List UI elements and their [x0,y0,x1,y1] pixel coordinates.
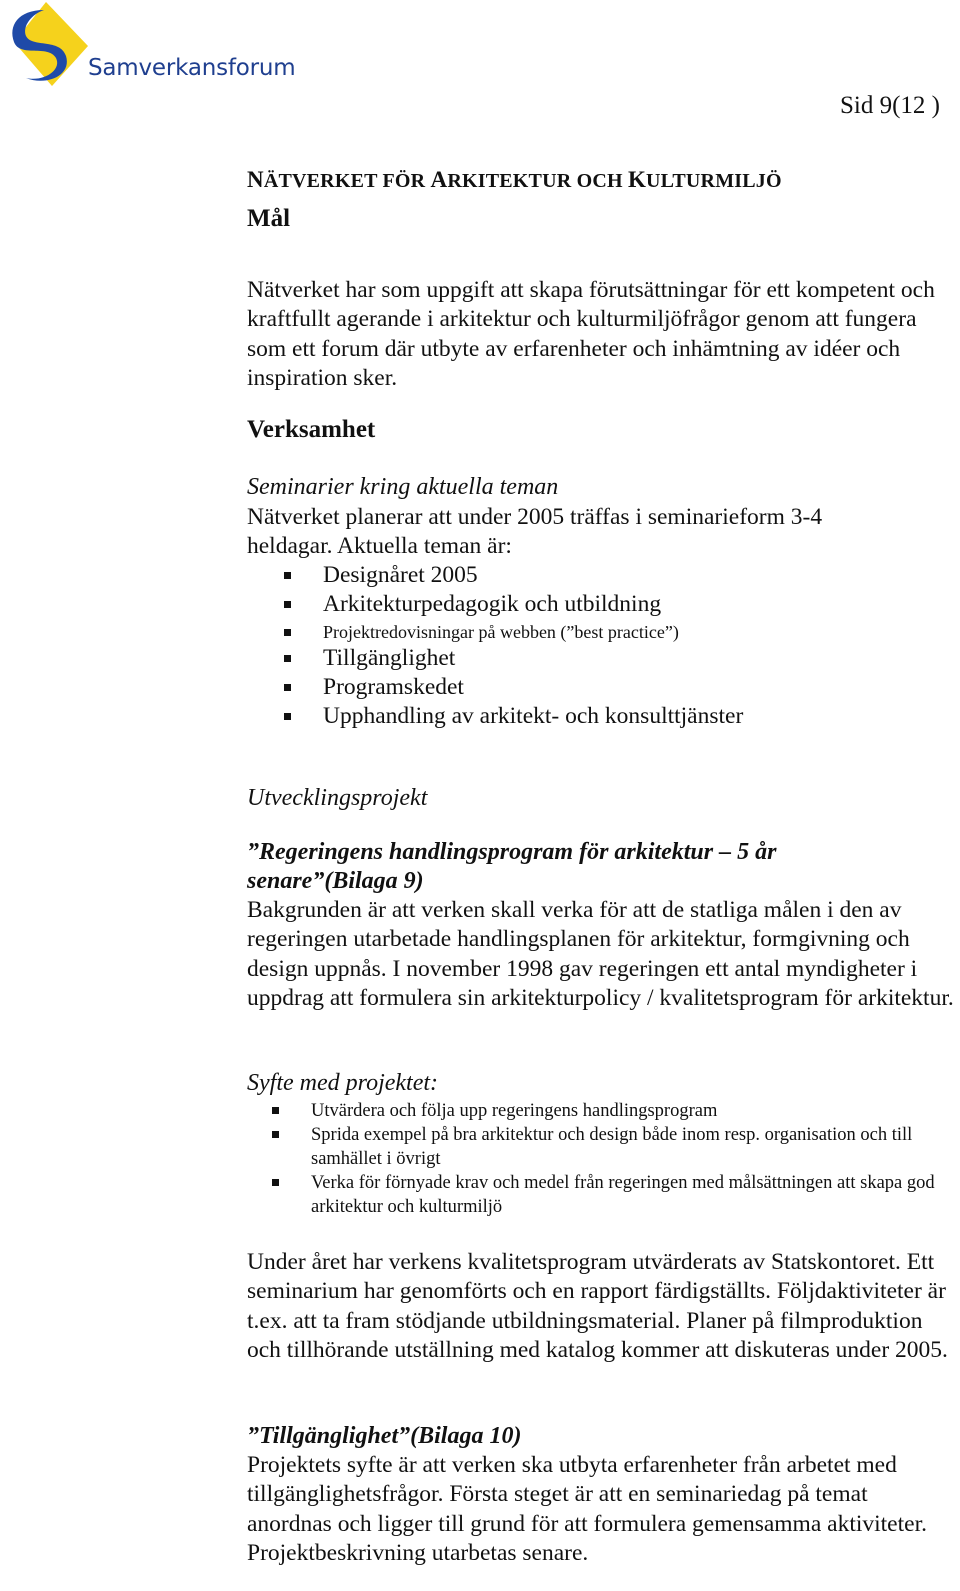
title-part-3: ULTURMILJÖ [646,170,782,192]
list-item [247,590,743,619]
purpose-list [247,1099,951,1219]
list-item-text: Arkitekturpedagogik och utbildning [323,591,662,618]
activity-subheading: Seminarier kring aktuella teman [247,474,559,500]
project1-summary: Under året har verkens kvalitetsprogram utvärderats av Statskontoret. Ett seminarium har genomförts och en rapport färdigställts. Följdaktiviteter är t.ex. att ta fram stödjande utbildningsmaterial. Planer på filmproduktion och tillhörande utställning med katalog kommer att diskuteras under 2005. [247,1249,948,1363]
project1-title-line-2: senare”(Bilaga 9) [247,868,424,894]
list-item [247,1123,951,1171]
list-item-text: Tillgänglighet [323,644,456,671]
activity-heading: Verksamhet [247,416,376,443]
list-item-text: Sprida exempel på bra arkitektur och design både inom resp. organisation och till samhället i övrigt [311,1125,913,1169]
development-heading: Utvecklingsprojekt [247,785,428,811]
list-item-text: Projektredovisningar på webben (”best practice”) [323,621,679,642]
project1-title-line-1: ”Regeringens handlingsprogram för arkitektur – 5 år [247,839,777,865]
purpose-heading: Syfte med projektet: [247,1070,439,1096]
bullet-icon [284,629,291,636]
title-part-2: RKITEKTUR OCH [447,170,628,192]
title-cap-1: N [247,167,264,192]
activity-line-2: heldagar. Aktuella teman är: [247,533,512,559]
list-item [247,1099,951,1123]
title-part-1: ÄTVERKET FÖR [263,170,431,192]
bullet-icon [284,572,291,579]
list-item-text: Upphandling av arkitekt- och konsulttjänster [323,703,744,730]
samverkansforum-logo [4,2,294,88]
themes-list [247,561,743,731]
page-number: Sid 9(12 ) [840,92,940,119]
bullet-icon [284,684,291,691]
bullet-icon [284,713,291,720]
list-item-text: Programskedet [323,673,464,700]
goal-heading: Mål [247,205,291,232]
project1-text: Bakgrunden är att verken skall verka för att de statliga målen i den av regeringen utarbetade handlingsplanen för arkitektur, formgivning och design uppnås. I november 1998 gav regeringen ett antal myndigheter i uppdrag att formulera sin arkitekturpolicy / kvalitetsprogram för arkitektur. [247,897,954,1011]
bullet-icon [272,1107,279,1114]
list-item-text: Designåret 2005 [323,562,478,588]
logo-mark-icon [4,2,90,88]
logo-text: Samverkansforum [88,55,296,81]
list-item [247,673,743,702]
list-item [247,620,743,644]
list-item [247,702,743,731]
list-item-text: Verka för förnyade krav och medel från regeringen med målsättningen att skapa god arkitektur och kulturmiljö [311,1173,935,1217]
project2-title: ”Tillgänglighet”(Bilaga 10) [247,1423,522,1449]
bullet-icon [272,1131,279,1138]
goal-text: Nätverket har som uppgift att skapa förutsättningar för ett kompetent och kraftfullt agerande i arkitektur och kulturmiljöfrågor genom att fungera som ett forum där utbyte av erfarenheter och inhämtning av idéer och inspiration sker. [247,277,935,391]
list-item [247,1171,951,1219]
list-item [247,644,743,673]
bullet-icon [272,1179,279,1186]
title-cap-3: K [627,167,647,192]
list-item-text: Utvärdera och följa upp regeringens handlingsprogram [311,1101,718,1121]
network-title [247,167,782,193]
bullet-icon [284,655,291,662]
activity-line-1: Nätverket planerar att under 2005 träffas i seminarieform 3-4 [247,504,823,530]
project2-text: Projektets syfte är att verken ska utbyta erfarenheter från arbetet med tillgänglighetsfrågor. Första steget är att en seminariedag på temat anordnas och ligger till grund för att formulera gemensamma aktiviteter. Projektbeskrivning utarbetas senare. [247,1452,927,1566]
bullet-icon [284,601,291,608]
title-cap-2: A [430,167,448,192]
list-item [247,561,743,590]
